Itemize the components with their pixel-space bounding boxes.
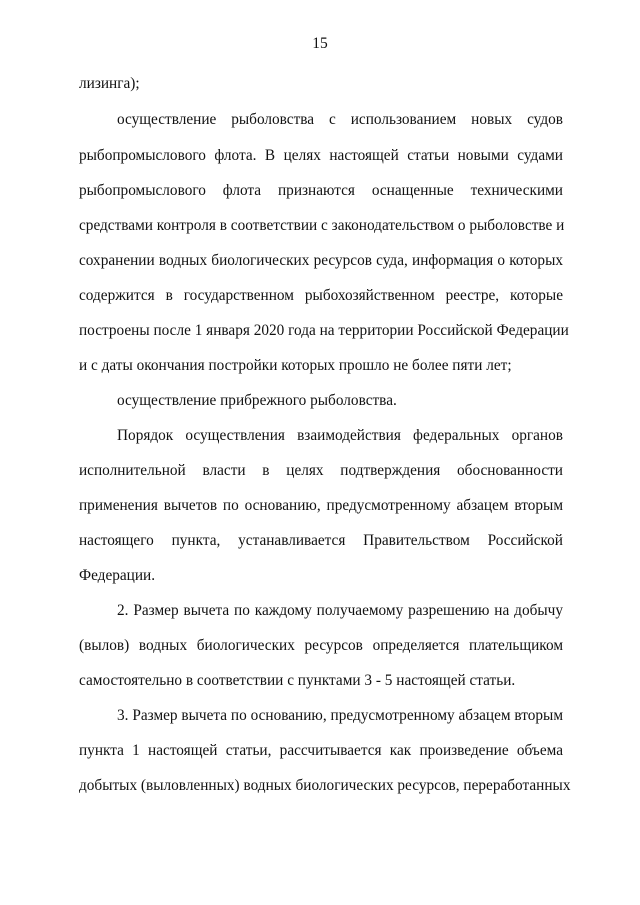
text-line: исполнительной власти в целях подтверждения обоснованности: [79, 462, 563, 479]
text-line: рыбопромыслового флота признаются оснащенные техническими: [79, 182, 563, 199]
text-line: и с даты окончания постройки которых прошло не более пяти лет;: [79, 357, 512, 374]
text-line: пункта 1 настоящей статьи, рассчитывается как произведение объема: [79, 742, 563, 759]
text-line: лизинга);: [79, 75, 140, 92]
text-line: осуществление рыболовства с использованием новых судов: [117, 111, 563, 128]
text-line: самостоятельно в соответствии с пунктами 3 - 5 настоящей статьи.: [79, 672, 516, 689]
text-line: добытых (выловленных) водных биологических ресурсов, переработанных: [79, 777, 571, 794]
text-line: (вылов) водных биологических ресурсов определяется плательщиком: [79, 637, 563, 654]
text-line: 2. Размер вычета по каждому получаемому разрешению на добычу: [117, 602, 563, 619]
text-line: Порядок осуществления взаимодействия федеральных органов: [117, 427, 563, 444]
text-line: Федерации.: [79, 567, 156, 584]
text-line: 3. Размер вычета по основанию, предусмотренному абзацем вторым: [117, 707, 563, 724]
text-line: рыбопромыслового флота. В целях настоящей статьи новыми судами: [79, 147, 563, 164]
text-line: средствами контроля в соответствии с законодательством о рыболовстве и: [79, 217, 565, 234]
page-number: 15: [312, 35, 328, 52]
text-line: осуществление прибрежного рыболовства.: [117, 392, 397, 409]
text-line: применения вычетов по основанию, предусмотренному абзацем вторым: [79, 497, 563, 514]
text-line: содержится в государственном рыбохозяйственном реестре, которые: [79, 287, 563, 304]
text-line: построены после 1 января 2020 года на территории Российской Федерации: [79, 322, 569, 339]
text-line: настоящего пункта, устанавливается Правительством Российской: [79, 532, 563, 549]
text-line: сохранении водных биологических ресурсов суда, информация о которых: [79, 252, 563, 269]
